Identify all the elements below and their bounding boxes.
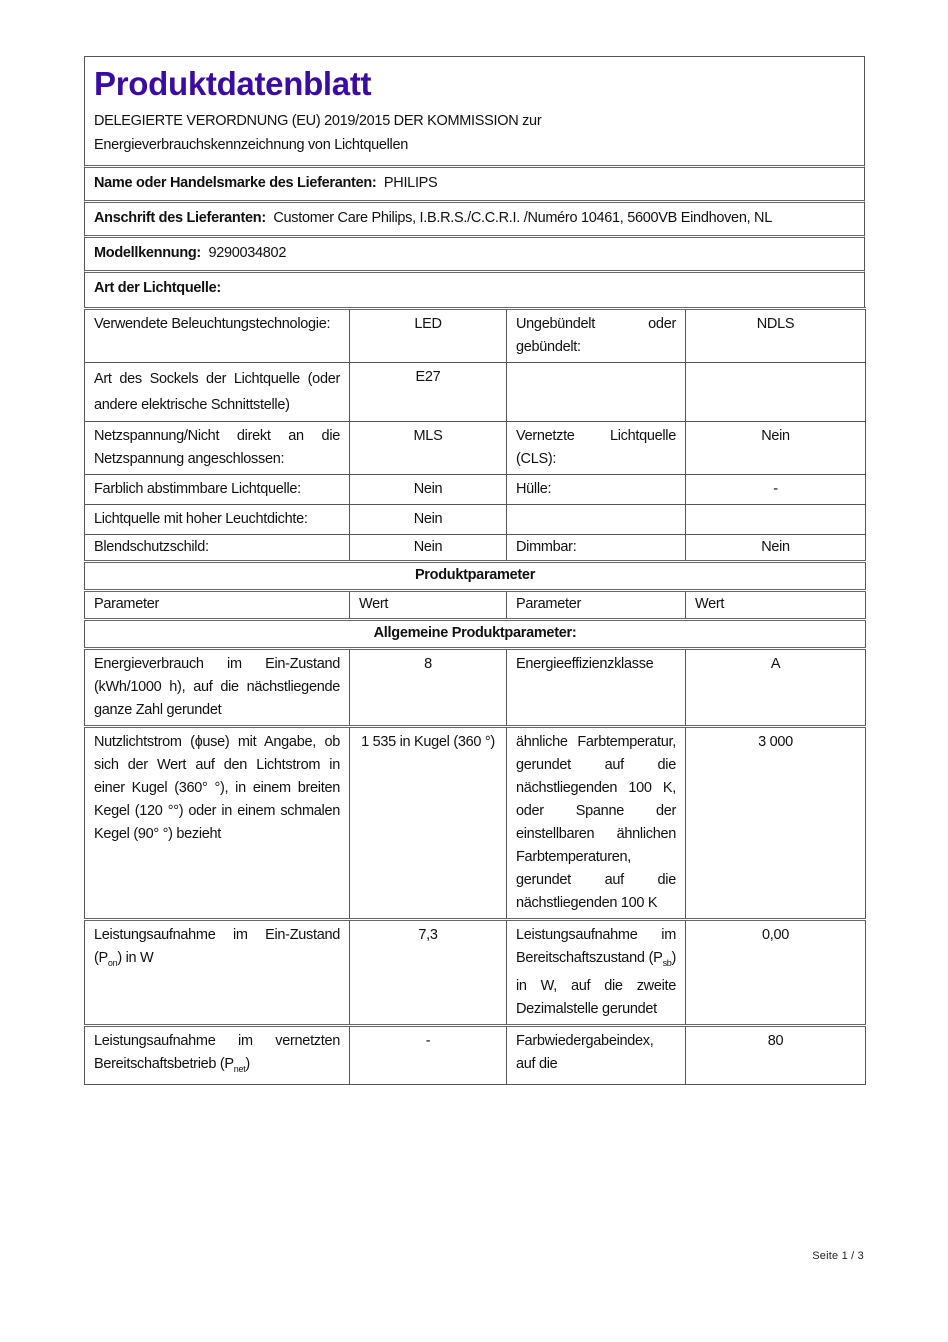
param-value (686, 363, 866, 422)
param-value: MLS (350, 422, 507, 475)
page-title: Produktdatenblatt (94, 65, 372, 102)
table-row (85, 363, 866, 422)
param-label-text: Leistungsaufnahme im vernetzten Bereitschaftsbetrieb (P (94, 1032, 340, 1072)
param-label: Lichtquelle mit hoher Leuchtdichte: (85, 505, 350, 535)
param-label (507, 363, 686, 422)
column-header-parameter: Parameter (85, 591, 350, 620)
subtitle-line-2: Energieverbrauchskennzeichnung von Lichtquellen (94, 137, 408, 153)
column-header-parameter: Parameter (507, 591, 686, 620)
param-label: Dimmbar: (507, 535, 686, 562)
param-label: ähnliche Farbtemperatur, gerundet auf die nächstliegenden 100 K, oder Spanne der einstellbaren ähnlichen Farbtemperaturen, gerundet auf die nächstliegenden 100 K (507, 727, 686, 920)
param-value: Nein (686, 422, 866, 475)
column-header-wert: Wert (350, 591, 507, 620)
param-label: Hülle: (507, 475, 686, 505)
table-row (85, 475, 866, 505)
section-header-row (85, 562, 866, 591)
param-label: Netzspannung/Nicht direkt an die Netzspannung angeschlossen: (85, 422, 350, 475)
param-label (85, 1025, 350, 1084)
param-label: Energieverbrauch im Ein-Zustand (kWh/1000 h), auf die nächstliegende ganze Zahl gerundet (85, 649, 350, 727)
parameter-table (84, 307, 866, 1085)
param-value (686, 505, 866, 535)
param-label-text: ) in W, auf die zweite Dezimalstelle gerundet (516, 950, 676, 1017)
column-header-row (85, 591, 866, 620)
param-label-text: ) (245, 1055, 250, 1072)
param-label: Art des Sockels der Lichtquelle (oder andere elektrische Schnittstelle) (85, 363, 350, 422)
supplier-name-row (84, 165, 865, 200)
model-row (84, 235, 865, 270)
param-value: 7,3 (350, 920, 507, 1026)
param-value: Nein (350, 505, 507, 535)
param-label: Ungebündelt oder gebündelt: (507, 309, 686, 363)
param-value: 0,00 (686, 920, 866, 1026)
supplier-address-value: Customer Care Philips, I.B.R.S./C.C.R.I. /Numéro 10461, 5600VB Eindhoven, NL (273, 210, 772, 226)
param-label (85, 920, 350, 1026)
param-label-text: Leistungsaufnahme im Bereitschaftszustand (P (516, 927, 676, 966)
param-label: Farblich abstimmbare Lichtquelle: (85, 475, 350, 505)
table-row (85, 505, 866, 535)
param-label: Verwendete Beleuchtungstechnologie: (85, 309, 350, 363)
regulation-subtitle (94, 109, 855, 157)
light-source-type-row (84, 270, 865, 307)
supplier-name-value: PHILIPS (383, 175, 438, 191)
table-row (85, 535, 866, 562)
model-value: 9290034802 (208, 245, 287, 261)
param-value: LED (350, 309, 507, 363)
supplier-name-label: Name oder Handelsmarke des Lieferanten: (94, 175, 377, 191)
table-row (85, 920, 866, 1026)
param-label: Farbwiedergabeindex, auf die (507, 1025, 686, 1084)
param-value: 80 (686, 1025, 866, 1084)
section-title-allgemeine: Allgemeine Produktparameter: (85, 620, 866, 649)
param-value: 3 000 (686, 727, 866, 920)
param-value: NDLS (686, 309, 866, 363)
param-label (507, 920, 686, 1026)
subtitle-line-1: DELEGIERTE VERORDNUNG (EU) 2019/2015 DER KOMMISSION zur (94, 113, 542, 129)
param-label: Energieeffizienzklasse (507, 649, 686, 727)
param-value: Nein (350, 475, 507, 505)
page-cutoff (84, 1240, 884, 1260)
param-label-subscript: on (107, 957, 118, 968)
param-value: E27 (350, 363, 507, 422)
table-row (85, 727, 866, 920)
param-label: Nutzlichtstrom (ɸuse) mit Angabe, ob sich der Wert auf den Lichtstrom in einer Kugel (360° °), in einem breiten Kegel (120 °°) oder in einem schmalen Kegel (90° °) bezieht (85, 727, 350, 920)
supplier-address-row (84, 200, 865, 235)
param-value: - (686, 475, 866, 505)
table-row (85, 649, 866, 727)
section-header-row (85, 620, 866, 649)
param-label: Vernetzte Lichtquelle (CLS): (507, 422, 686, 475)
param-label (507, 505, 686, 535)
param-label: Blendschutzschild: (85, 535, 350, 562)
table-row (85, 309, 866, 363)
table-row (85, 422, 866, 475)
table-row (85, 1025, 866, 1084)
param-value: - (350, 1025, 507, 1084)
supplier-address-label: Anschrift des Lieferanten: (94, 210, 266, 226)
title-block (84, 56, 865, 165)
param-value: A (686, 649, 866, 727)
datasheet (84, 56, 865, 1085)
param-value: 1 535 in Kugel (360 °) (350, 727, 507, 920)
model-label: Modellkennung: (94, 245, 201, 261)
param-label-text: ) in W (117, 950, 154, 966)
param-value: Nein (686, 535, 866, 562)
param-label-subscript: sb (662, 957, 672, 968)
param-value: 8 (350, 649, 507, 727)
column-header-wert: Wert (686, 591, 866, 620)
section-title-produktparameter: Produktparameter (85, 562, 866, 591)
page-number: Seite 1 / 3 (812, 1250, 864, 1262)
param-value: Nein (350, 535, 507, 562)
light-source-type-label: Art der Lichtquelle: (94, 280, 221, 296)
param-label-subscript: net (233, 1063, 246, 1074)
param-label-text: Leistungsaufnahme im Ein-Zustand (P (94, 927, 340, 966)
